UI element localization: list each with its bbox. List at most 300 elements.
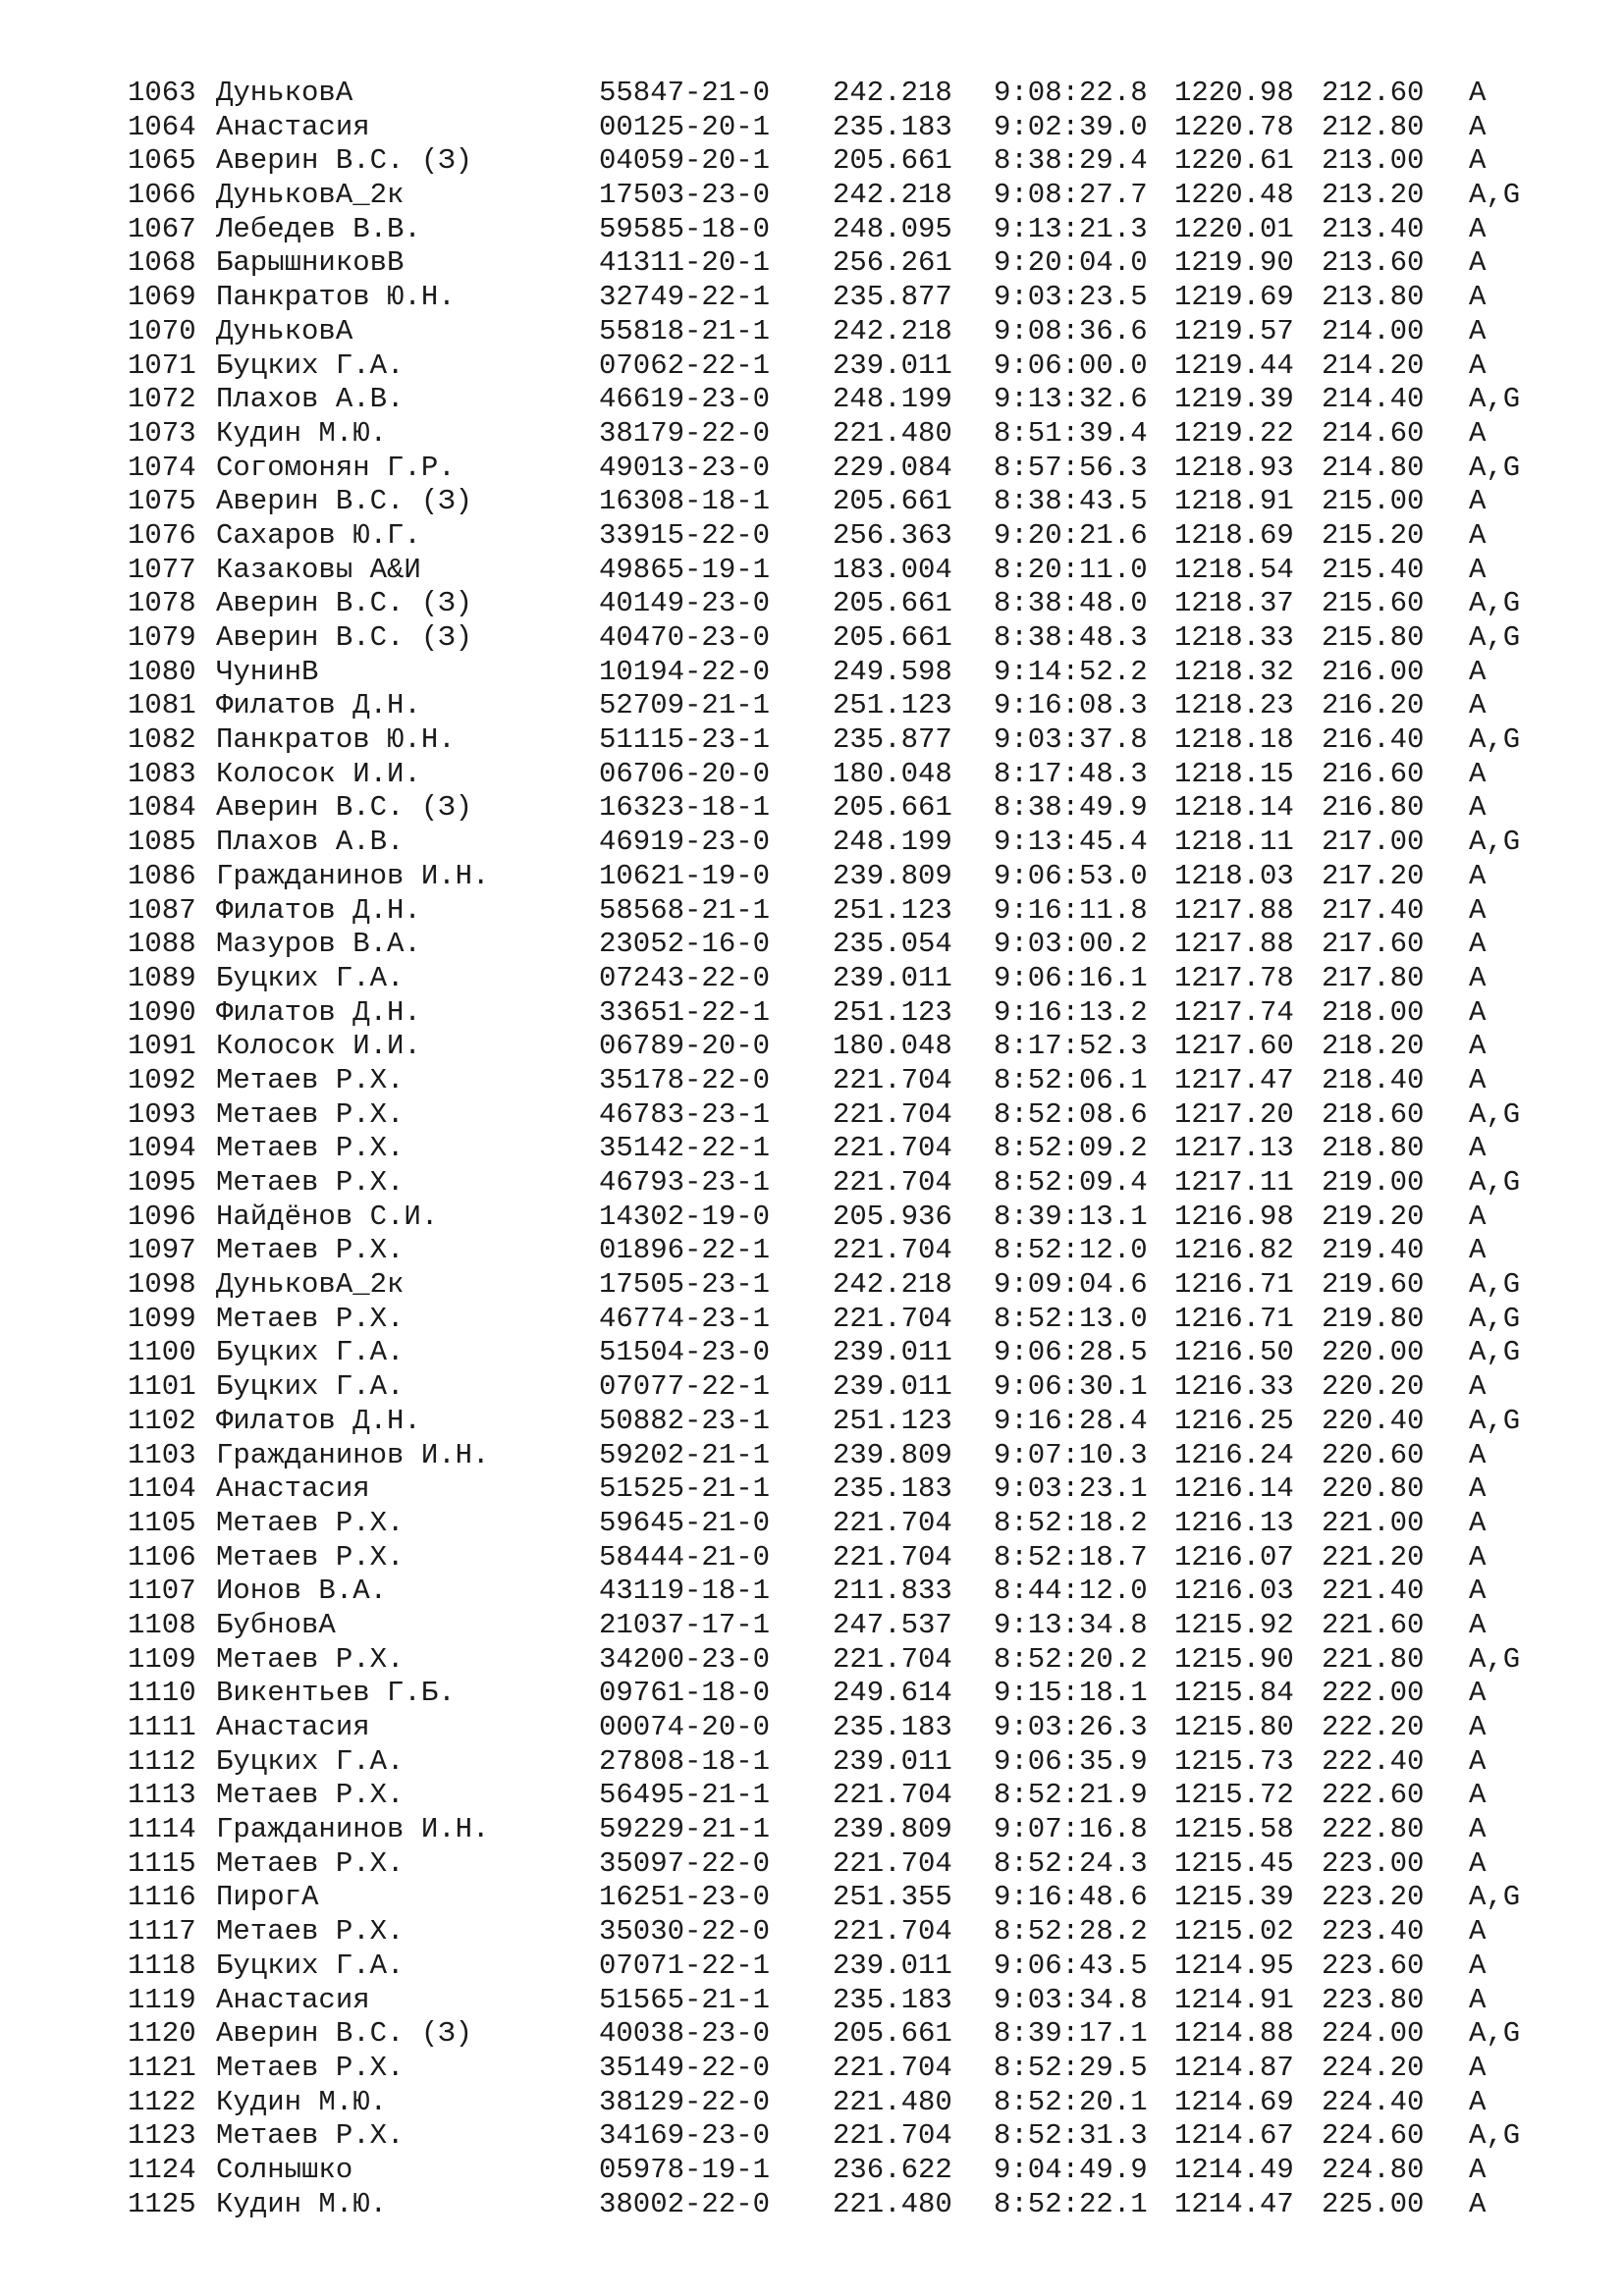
cell-points: 214.80 [1322, 451, 1425, 484]
cell-points: 219.60 [1322, 1268, 1425, 1302]
cell-ring-number: 33651-22-1 [599, 995, 771, 1029]
cell-points: 218.00 [1322, 995, 1425, 1029]
cell-flags: A [1469, 1132, 1487, 1165]
cell-flags: A [1469, 416, 1487, 450]
cell-distance: 221.704 [833, 1302, 952, 1335]
cell-distance: 239.011 [833, 348, 952, 382]
cell-place: 1095 [128, 1166, 196, 1199]
cell-flags: A [1469, 961, 1487, 994]
cell-arrival-time: 8:52:06.1 [994, 1063, 1148, 1096]
cell-name: Гражданинов И.Н. [216, 859, 490, 892]
cell-flags: A [1469, 928, 1487, 961]
cell-arrival-time: 8:52:20.2 [994, 1642, 1148, 1676]
cell-place: 1068 [128, 246, 196, 280]
cell-ring-number: 00125-20-1 [599, 110, 771, 143]
cell-flags: A,G [1469, 826, 1521, 859]
cell-points: 222.20 [1322, 1711, 1425, 1743]
cell-ring-number: 10621-19-0 [599, 859, 771, 892]
cell-distance: 242.218 [833, 77, 952, 109]
cell-flags: A [1469, 314, 1487, 347]
cell-arrival-time: 9:20:21.6 [994, 518, 1148, 552]
cell-speed: 1214.91 [1174, 1983, 1294, 2016]
cell-name: Аверин В.С. (З) [216, 144, 473, 178]
cell-flags: A [1469, 281, 1487, 314]
cell-speed: 1220.01 [1174, 212, 1294, 245]
cell-name: Филатов Д.Н. [216, 893, 421, 927]
cell-name: Анастасия [216, 1472, 370, 1506]
cell-place: 1113 [128, 1779, 196, 1812]
cell-points: 220.20 [1322, 1370, 1425, 1404]
cell-ring-number: 52709-21-1 [599, 689, 771, 722]
cell-place: 1084 [128, 791, 196, 825]
cell-points: 216.80 [1322, 791, 1425, 825]
cell-arrival-time: 9:15:18.1 [994, 1677, 1148, 1710]
cell-place: 1063 [128, 77, 196, 109]
cell-arrival-time: 9:03:00.2 [994, 928, 1148, 961]
cell-ring-number: 23052-16-0 [599, 928, 771, 961]
cell-distance: 205.661 [833, 144, 952, 178]
cell-flags: A,G [1469, 1166, 1521, 1199]
cell-name: Филатов Д.Н. [216, 689, 421, 722]
cell-flags: A [1469, 1200, 1487, 1233]
cell-flags: A [1469, 1506, 1487, 1539]
cell-ring-number: 05978-19-1 [599, 2153, 771, 2186]
cell-points: 221.80 [1322, 1642, 1425, 1676]
cell-place: 1118 [128, 1949, 196, 1982]
cell-place: 1100 [128, 1336, 196, 1369]
cell-place: 1097 [128, 1234, 196, 1267]
cell-points: 218.60 [1322, 1097, 1425, 1131]
cell-place: 1122 [128, 2085, 196, 2118]
cell-points: 220.60 [1322, 1438, 1425, 1471]
cell-points: 217.20 [1322, 859, 1425, 892]
cell-ring-number: 32749-22-1 [599, 281, 771, 314]
cell-points: 221.40 [1322, 1575, 1425, 1608]
cell-flags: A [1469, 144, 1487, 178]
cell-arrival-time: 9:16:13.2 [994, 995, 1148, 1029]
cell-points: 223.20 [1322, 1881, 1425, 1914]
cell-distance: 221.704 [833, 1097, 952, 1131]
cell-flags: A,G [1469, 2119, 1521, 2153]
cell-distance: 183.004 [833, 553, 952, 586]
cell-points: 218.20 [1322, 1030, 1425, 1063]
cell-flags: A [1469, 1677, 1487, 1710]
cell-flags: A,G [1469, 1097, 1521, 1131]
cell-arrival-time: 9:09:04.6 [994, 1268, 1148, 1302]
cell-name: Гражданинов И.Н. [216, 1438, 490, 1471]
cell-name: Метаев Р.Х. [216, 1132, 405, 1165]
cell-arrival-time: 9:06:53.0 [994, 859, 1148, 892]
cell-points: 212.80 [1322, 110, 1425, 143]
cell-arrival-time: 9:06:35.9 [994, 1744, 1148, 1778]
cell-place: 1064 [128, 110, 196, 143]
cell-distance: 239.011 [833, 1949, 952, 1982]
cell-speed: 1216.71 [1174, 1302, 1294, 1335]
cell-distance: 221.704 [833, 1779, 952, 1812]
cell-flags: A [1469, 1779, 1487, 1812]
cell-speed: 1220.78 [1174, 110, 1294, 143]
cell-distance: 205.936 [833, 1200, 952, 1233]
cell-speed: 1216.14 [1174, 1472, 1294, 1506]
cell-ring-number: 51565-21-1 [599, 1983, 771, 2016]
cell-name: Мазуров В.А. [216, 928, 421, 961]
cell-name: Гражданинов И.Н. [216, 1813, 490, 1846]
cell-distance: 235.183 [833, 1711, 952, 1743]
cell-name: Метаев Р.Х. [216, 1915, 405, 1949]
cell-place: 1086 [128, 859, 196, 892]
cell-place: 1105 [128, 1506, 196, 1539]
cell-place: 1078 [128, 587, 196, 620]
cell-place: 1082 [128, 723, 196, 757]
cell-distance: 221.704 [833, 1234, 952, 1267]
cell-arrival-time: 9:13:32.6 [994, 383, 1148, 416]
cell-distance: 180.048 [833, 1030, 952, 1063]
cell-distance: 221.704 [833, 1642, 952, 1676]
cell-speed: 1215.73 [1174, 1744, 1294, 1778]
cell-name: Аверин В.С. (З) [216, 621, 473, 654]
cell-points: 220.00 [1322, 1336, 1425, 1369]
cell-name: ДуньковА_2к [216, 1268, 405, 1302]
cell-flags: A [1469, 1575, 1487, 1608]
cell-name: ДуньковА [216, 77, 353, 109]
cell-place: 1069 [128, 281, 196, 314]
cell-points: 213.00 [1322, 144, 1425, 178]
cell-name: Панкратов Ю.Н. [216, 281, 456, 314]
cell-arrival-time: 9:06:43.5 [994, 1949, 1148, 1982]
cell-name: Аверин В.С. (З) [216, 587, 473, 620]
cell-place: 1094 [128, 1132, 196, 1165]
cell-place: 1093 [128, 1097, 196, 1131]
cell-place: 1079 [128, 621, 196, 654]
cell-points: 216.20 [1322, 689, 1425, 722]
cell-distance: 239.809 [833, 1438, 952, 1471]
cell-ring-number: 46793-23-1 [599, 1166, 771, 1199]
cell-speed: 1216.13 [1174, 1506, 1294, 1539]
cell-speed: 1219.22 [1174, 416, 1294, 450]
cell-points: 219.20 [1322, 1200, 1425, 1233]
cell-points: 214.60 [1322, 416, 1425, 450]
cell-flags: A,G [1469, 2017, 1521, 2051]
cell-distance: 235.877 [833, 723, 952, 757]
cell-arrival-time: 9:03:34.8 [994, 1983, 1148, 2016]
cell-ring-number: 16308-18-1 [599, 485, 771, 518]
cell-ring-number: 40470-23-0 [599, 621, 771, 654]
cell-ring-number: 38129-22-0 [599, 2085, 771, 2118]
cell-points: 221.20 [1322, 1540, 1425, 1574]
cell-points: 215.60 [1322, 587, 1425, 620]
cell-distance: 248.095 [833, 212, 952, 245]
cell-points: 213.60 [1322, 246, 1425, 280]
cell-speed: 1219.57 [1174, 314, 1294, 347]
cell-flags: A [1469, 1030, 1487, 1063]
cell-name: Кудин М.Ю. [216, 2187, 388, 2220]
cell-flags: A [1469, 1711, 1487, 1743]
cell-name: Метаев Р.Х. [216, 1642, 405, 1676]
cell-distance: 239.011 [833, 1744, 952, 1778]
cell-ring-number: 06706-20-0 [599, 757, 771, 790]
cell-speed: 1214.67 [1174, 2119, 1294, 2153]
cell-arrival-time: 9:02:39.0 [994, 110, 1148, 143]
cell-arrival-time: 9:04:49.9 [994, 2153, 1148, 2186]
cell-ring-number: 07071-22-1 [599, 1949, 771, 1982]
cell-distance: 221.704 [833, 1915, 952, 1949]
cell-speed: 1215.92 [1174, 1608, 1294, 1641]
cell-points: 221.60 [1322, 1608, 1425, 1641]
cell-speed: 1216.33 [1174, 1370, 1294, 1404]
cell-ring-number: 40149-23-0 [599, 587, 771, 620]
cell-arrival-time: 9:14:52.2 [994, 655, 1148, 688]
cell-flags: A [1469, 246, 1487, 280]
cell-distance: 180.048 [833, 757, 952, 790]
cell-speed: 1215.02 [1174, 1915, 1294, 1949]
cell-flags: A [1469, 893, 1487, 927]
cell-distance: 242.218 [833, 314, 952, 347]
cell-arrival-time: 9:06:30.1 [994, 1370, 1148, 1404]
cell-speed: 1216.07 [1174, 1540, 1294, 1574]
cell-flags: A [1469, 791, 1487, 825]
cell-speed: 1216.82 [1174, 1234, 1294, 1267]
cell-place: 1124 [128, 2153, 196, 2186]
cell-arrival-time: 8:39:17.1 [994, 2017, 1148, 2051]
cell-points: 219.00 [1322, 1166, 1425, 1199]
cell-speed: 1216.98 [1174, 1200, 1294, 1233]
cell-flags: A [1469, 1234, 1487, 1267]
cell-flags: A,G [1469, 383, 1521, 416]
cell-name: ПирогА [216, 1881, 319, 1914]
cell-distance: 239.809 [833, 859, 952, 892]
cell-speed: 1215.39 [1174, 1881, 1294, 1914]
cell-distance: 242.218 [833, 179, 952, 212]
cell-place: 1115 [128, 1846, 196, 1880]
cell-place: 1121 [128, 2051, 196, 2084]
cell-speed: 1217.88 [1174, 928, 1294, 961]
cell-arrival-time: 8:52:13.0 [994, 1302, 1148, 1335]
cell-distance: 251.123 [833, 893, 952, 927]
cell-place: 1090 [128, 995, 196, 1029]
cell-name: Метаев Р.Х. [216, 1234, 405, 1267]
cell-ring-number: 17503-23-0 [599, 179, 771, 212]
cell-distance: 205.661 [833, 587, 952, 620]
cell-distance: 235.183 [833, 110, 952, 143]
cell-arrival-time: 8:38:48.3 [994, 621, 1148, 654]
cell-ring-number: 46919-23-0 [599, 826, 771, 859]
cell-distance: 221.704 [833, 1166, 952, 1199]
cell-place: 1083 [128, 757, 196, 790]
cell-speed: 1216.71 [1174, 1268, 1294, 1302]
cell-name: Буцких Г.А. [216, 1744, 405, 1778]
cell-flags: A,G [1469, 1404, 1521, 1437]
cell-name: Метаев Р.Х. [216, 2119, 405, 2153]
cell-flags: A,G [1469, 723, 1521, 757]
cell-place: 1080 [128, 655, 196, 688]
cell-distance: 205.661 [833, 621, 952, 654]
cell-speed: 1218.14 [1174, 791, 1294, 825]
cell-distance: 205.661 [833, 2017, 952, 2051]
cell-points: 222.60 [1322, 1779, 1425, 1812]
cell-name: Метаев Р.Х. [216, 1506, 405, 1539]
cell-place: 1111 [128, 1711, 196, 1743]
cell-place: 1103 [128, 1438, 196, 1471]
cell-place: 1114 [128, 1813, 196, 1846]
cell-ring-number: 07062-22-1 [599, 348, 771, 382]
cell-place: 1075 [128, 485, 196, 518]
cell-flags: A [1469, 1744, 1487, 1778]
cell-ring-number: 49013-23-0 [599, 451, 771, 484]
cell-distance: 205.661 [833, 791, 952, 825]
cell-place: 1066 [128, 179, 196, 212]
cell-name: Буцких Г.А. [216, 1949, 405, 1982]
cell-arrival-time: 9:03:37.8 [994, 723, 1148, 757]
cell-arrival-time: 9:20:04.0 [994, 246, 1148, 280]
cell-distance: 235.054 [833, 928, 952, 961]
cell-speed: 1219.69 [1174, 281, 1294, 314]
cell-name: Анастасия [216, 1983, 370, 2016]
cell-flags: A [1469, 1813, 1487, 1846]
cell-points: 221.00 [1322, 1506, 1425, 1539]
cell-points: 219.80 [1322, 1302, 1425, 1335]
cell-name: Метаев Р.Х. [216, 1540, 405, 1574]
cell-speed: 1214.69 [1174, 2085, 1294, 2118]
cell-arrival-time: 9:13:34.8 [994, 1608, 1148, 1641]
cell-flags: A [1469, 1983, 1487, 2016]
cell-arrival-time: 9:16:11.8 [994, 893, 1148, 927]
cell-place: 1106 [128, 1540, 196, 1574]
cell-points: 225.00 [1322, 2187, 1425, 2220]
cell-speed: 1218.03 [1174, 859, 1294, 892]
cell-flags: A [1469, 859, 1487, 892]
cell-ring-number: 51115-23-1 [599, 723, 771, 757]
cell-distance: 235.877 [833, 281, 952, 314]
cell-distance: 247.537 [833, 1608, 952, 1641]
cell-ring-number: 35097-22-0 [599, 1846, 771, 1880]
cell-flags: A,G [1469, 1336, 1521, 1369]
cell-arrival-time: 8:38:29.4 [994, 144, 1148, 178]
cell-distance: 211.833 [833, 1575, 952, 1608]
cell-ring-number: 00074-20-0 [599, 1711, 771, 1743]
cell-flags: A [1469, 1949, 1487, 1982]
cell-flags: A [1469, 1370, 1487, 1404]
cell-ring-number: 21037-17-1 [599, 1608, 771, 1641]
cell-points: 213.20 [1322, 179, 1425, 212]
cell-points: 220.80 [1322, 1472, 1425, 1506]
cell-points: 222.80 [1322, 1813, 1425, 1846]
cell-ring-number: 55818-21-1 [599, 314, 771, 347]
cell-distance: 221.704 [833, 2051, 952, 2084]
cell-arrival-time: 8:20:11.0 [994, 553, 1148, 586]
cell-speed: 1217.78 [1174, 961, 1294, 994]
cell-arrival-time: 9:03:26.3 [994, 1711, 1148, 1743]
cell-place: 1116 [128, 1881, 196, 1914]
cell-points: 224.80 [1322, 2153, 1425, 2186]
cell-place: 1065 [128, 144, 196, 178]
cell-place: 1074 [128, 451, 196, 484]
cell-name: Плахов А.В. [216, 826, 405, 859]
cell-name: Метаев Р.Х. [216, 1166, 405, 1199]
cell-points: 214.00 [1322, 314, 1425, 347]
cell-arrival-time: 8:52:08.6 [994, 1097, 1148, 1131]
cell-speed: 1217.88 [1174, 893, 1294, 927]
cell-speed: 1216.25 [1174, 1404, 1294, 1437]
cell-points: 213.80 [1322, 281, 1425, 314]
cell-distance: 256.363 [833, 518, 952, 552]
cell-flags: A [1469, 1846, 1487, 1880]
cell-ring-number: 51504-23-0 [599, 1336, 771, 1369]
cell-speed: 1218.15 [1174, 757, 1294, 790]
cell-arrival-time: 9:06:28.5 [994, 1336, 1148, 1369]
cell-ring-number: 16323-18-1 [599, 791, 771, 825]
cell-name: Метаев Р.Х. [216, 1063, 405, 1096]
cell-arrival-time: 8:52:22.1 [994, 2187, 1148, 2220]
cell-speed: 1215.90 [1174, 1642, 1294, 1676]
cell-distance: 221.704 [833, 1540, 952, 1574]
cell-flags: A,G [1469, 179, 1521, 212]
cell-arrival-time: 8:51:39.4 [994, 416, 1148, 450]
cell-place: 1123 [128, 2119, 196, 2153]
cell-place: 1102 [128, 1404, 196, 1437]
cell-points: 224.40 [1322, 2085, 1425, 2118]
cell-flags: A,G [1469, 451, 1521, 484]
cell-arrival-time: 8:52:28.2 [994, 1915, 1148, 1949]
cell-place: 1067 [128, 212, 196, 245]
cell-flags: A [1469, 757, 1487, 790]
cell-distance: 248.199 [833, 826, 952, 859]
cell-place: 1096 [128, 1200, 196, 1233]
cell-place: 1120 [128, 2017, 196, 2051]
cell-distance: 221.480 [833, 2085, 952, 2118]
cell-name: Метаев Р.Х. [216, 1097, 405, 1131]
cell-ring-number: 59645-21-0 [599, 1506, 771, 1539]
cell-arrival-time: 9:08:22.8 [994, 77, 1148, 109]
cell-arrival-time: 8:52:12.0 [994, 1234, 1148, 1267]
cell-place: 1125 [128, 2187, 196, 2220]
cell-distance: 249.598 [833, 655, 952, 688]
cell-points: 224.00 [1322, 2017, 1425, 2051]
cell-arrival-time: 9:03:23.5 [994, 281, 1148, 314]
cell-name: Буцких Г.А. [216, 961, 405, 994]
cell-points: 216.60 [1322, 757, 1425, 790]
cell-arrival-time: 9:08:36.6 [994, 314, 1148, 347]
cell-flags: A [1469, 655, 1487, 688]
cell-place: 1089 [128, 961, 196, 994]
cell-points: 222.40 [1322, 1744, 1425, 1778]
cell-arrival-time: 9:13:45.4 [994, 826, 1148, 859]
cell-speed: 1219.90 [1174, 246, 1294, 280]
cell-flags: A,G [1469, 621, 1521, 654]
cell-flags: A [1469, 1608, 1487, 1641]
cell-flags: A [1469, 518, 1487, 552]
cell-distance: 235.183 [833, 1472, 952, 1506]
cell-distance: 251.123 [833, 995, 952, 1029]
cell-arrival-time: 9:06:16.1 [994, 961, 1148, 994]
cell-ring-number: 59229-21-1 [599, 1813, 771, 1846]
cell-ring-number: 09761-18-0 [599, 1677, 771, 1710]
cell-flags: A [1469, 1915, 1487, 1949]
cell-speed: 1217.74 [1174, 995, 1294, 1029]
cell-speed: 1219.39 [1174, 383, 1294, 416]
cell-ring-number: 50882-23-1 [599, 1404, 771, 1437]
cell-place: 1098 [128, 1268, 196, 1302]
cell-arrival-time: 8:17:48.3 [994, 757, 1148, 790]
cell-ring-number: 55847-21-0 [599, 77, 771, 109]
cell-name: Солнышко [216, 2153, 353, 2186]
cell-points: 217.80 [1322, 961, 1425, 994]
cell-ring-number: 49865-19-1 [599, 553, 771, 586]
cell-flags: A [1469, 1472, 1487, 1506]
cell-speed: 1216.50 [1174, 1336, 1294, 1369]
cell-points: 223.00 [1322, 1846, 1425, 1880]
cell-name: БубновА [216, 1608, 336, 1641]
cell-speed: 1216.03 [1174, 1575, 1294, 1608]
